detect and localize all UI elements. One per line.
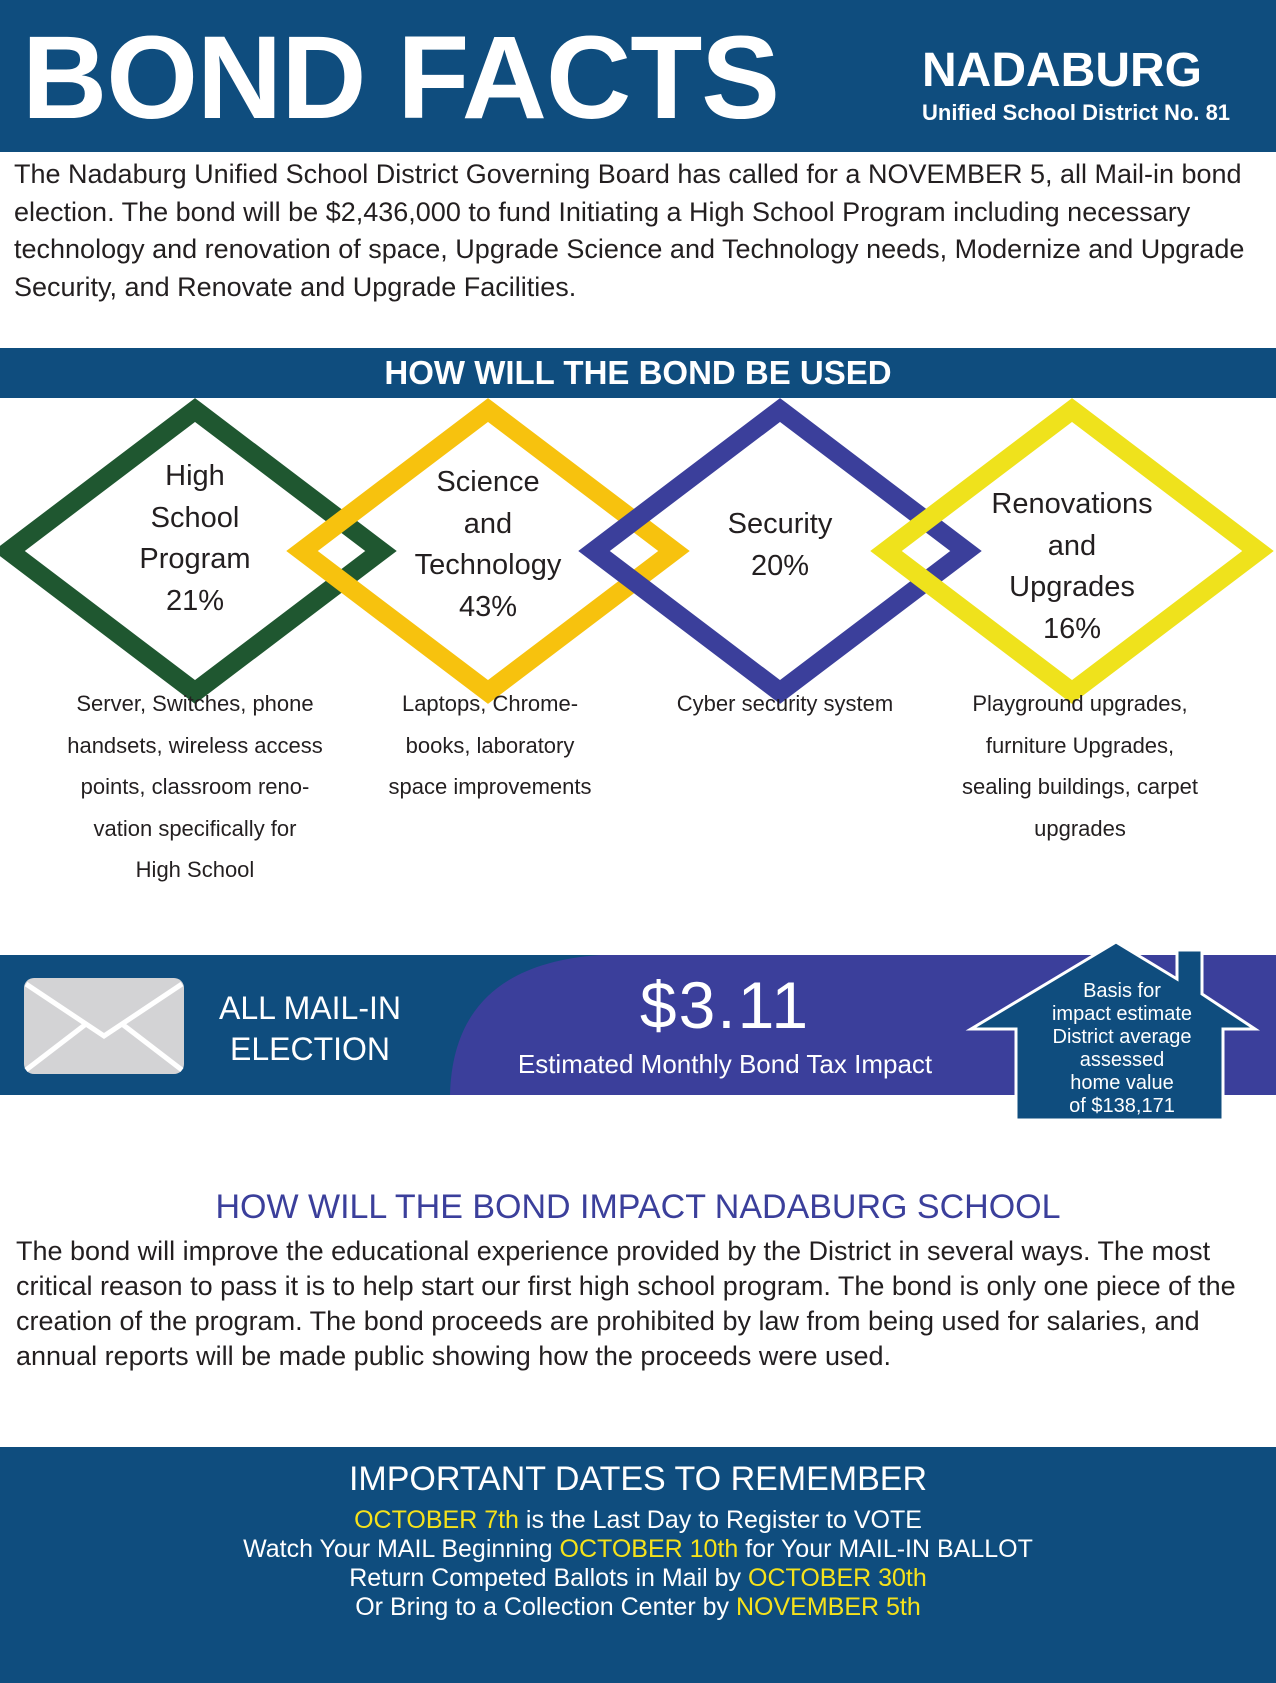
basis-line: District average [1052,1026,1192,1048]
use-label-line: High [165,460,225,492]
use-desc-line: vation specifically for [93,815,297,841]
use-desc-line: Playground upgrades, [972,691,1188,716]
use-desc-line: handsets, wireless access [67,732,323,758]
use-label-line: and [1047,529,1097,562]
use-label-line: Program [139,543,251,575]
use-desc-line: points, classroom reno- [80,774,310,799]
use-label-line: and [463,507,513,540]
use-desc-line: books, laboratory [405,732,575,758]
date-highlight: OCTOBER 30th [748,1564,927,1592]
use-label-line: Technology [414,549,562,581]
use-percent: 20% [750,549,810,582]
tax-label: Estimated Monthly Bond Tax Impact [517,1049,933,1079]
use-percent: 16% [1042,612,1102,645]
use-label-science-technology [388,462,588,628]
basis-line: home value [1070,1072,1174,1094]
date-highlight: NOVEMBER 5th [735,1593,921,1621]
page-title: BOND FACTS [22,12,779,144]
use-label-line: Upgrades [1009,571,1135,603]
use-desc-line: furniture Upgrades, [985,732,1175,758]
date-text: for Your MAIL-IN BALLOT [738,1535,1033,1563]
uses-section-title: HOW WILL THE BOND BE USED [384,354,892,391]
date-line-collection [0,1593,1276,1622]
date-text: Or Bring to a Collection Center by [355,1593,736,1621]
use-label-line: Security [727,508,833,540]
use-desc-renovations [930,683,1230,849]
use-label-line: School [150,501,240,534]
district-name: NADABURG [922,44,1202,97]
use-label-high-school [95,456,295,622]
date-text: Watch Your MAIL Beginning [243,1535,560,1563]
use-label-line: Science [436,466,540,498]
date-highlight: OCTOBER 7th [354,1506,519,1534]
date-line-return [0,1564,1276,1593]
date-text: is the Last Day to Register to VOTE [518,1506,922,1534]
mail-in-line: ELECTION [229,1031,391,1067]
basis-line: of $138,171 [1069,1095,1175,1117]
date-line-register [0,1506,1276,1535]
intro-paragraph: The Nadaburg Unified School District Governing Board has called for a NOVEMBER 5, all Mail-in bond election. The bond will be $2,436,000 to fund Initiating a High School Program including necessary technology and renovation of space, Upgrade Science and Technology needs, Modernize and Upgrade Security, and Renovate and Upgrade Facilities. [14,159,1245,302]
basis-line: Basis for [1083,980,1161,1002]
use-desc-line: Cyber security system [676,691,894,716]
date-text: Return Competed Ballots in Mail by [349,1564,748,1592]
important-dates-title: IMPORTANT DATES TO REMEMBER [348,1460,928,1498]
mail-in-election-label [190,988,430,1070]
mail-in-line: ALL MAIL-IN [219,990,401,1026]
basis-line: impact estimate [1051,1003,1193,1025]
use-label-renovations [962,484,1182,650]
use-desc-security [635,683,935,725]
use-desc-line: space improvements [388,774,592,799]
use-desc-line: sealing buildings, carpet [961,774,1199,799]
date-highlight: OCTOBER 10th [559,1535,739,1563]
tax-amount: $3.11 [639,968,811,1042]
basis-line: assessed [1079,1049,1165,1071]
use-desc-high-school [45,683,345,891]
use-desc-line: High School [135,857,255,882]
use-desc-line: Laptops, Chrome- [401,691,579,716]
use-label-line: Renovations [991,488,1153,520]
district-subtitle: Unified School District No. 81 [922,100,1231,125]
envelope-icon [24,978,184,1074]
home-value-basis [1022,980,1222,1118]
use-label-security [680,504,880,587]
impact-paragraph: The bond will improve the educational experience provided by the District in several ways. The most critical reason to pass it is to help start our first high school program. The bond is only one piece of the creation of the program. The bond proceeds are prohibited by law from being used for salaries, and annual reports will be made public showing how the proceeds were used. [16,1236,1236,1371]
impact-heading: HOW WILL THE BOND IMPACT NADABURG SCHOOL [215,1188,1061,1226]
use-desc-line: Server, Switches, phone [76,691,314,716]
use-percent: 21% [165,584,225,617]
use-desc-science-technology [340,683,640,808]
use-percent: 43% [458,590,518,623]
date-line-mail [0,1535,1276,1564]
use-desc-line: upgrades [1034,815,1126,841]
